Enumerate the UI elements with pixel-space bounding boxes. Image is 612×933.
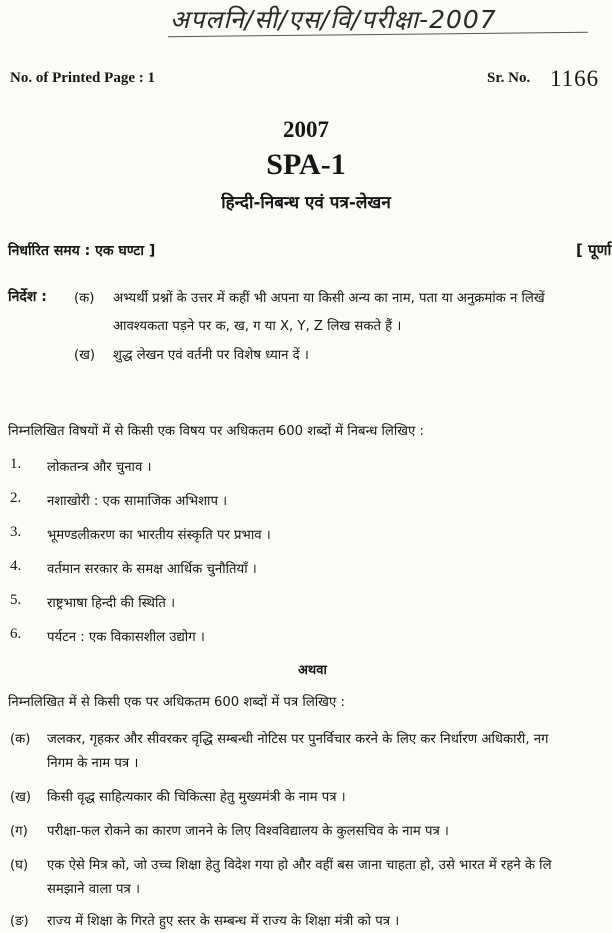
instruction-text: आवश्यकता पड़ने पर क, ख, ग या X, Y, Z लिख सकते हैं । [113,319,402,334]
essay-prompt: निम्नलिखित विषयों में से किसी एक विषय पर अधिकतम 600 शब्दों में निबन्ध लिखिए : [8,424,424,439]
letter-topic: निगम के नाम पत्र । [47,756,139,771]
essay-topic: वर्तमान सरकार के समक्ष आर्थिक चुनौतियाँ । [47,562,257,577]
letter-marker: (ग) [10,824,28,839]
instruction-marker: (क) [74,291,95,306]
topic-number: 6. [10,626,22,642]
letter-topic: एक ऐसे मित्र को, जो उच्च शिक्षा हेतु विदेश गया हो और वहीं बस जाना चाहता हो, उसे भारत में रहने के लि [47,858,552,873]
letter-topic: किसी वृद्ध साहित्यकार की चिकित्सा हेतु मुख्यमंत्री के नाम पत्र । [47,790,346,805]
instruction-text: शुद्ध लेखन एवं वर्तनी पर विशेष ध्यान दें । [113,348,309,363]
topic-number: 5. [10,592,22,608]
topic-number: 2. [10,490,22,506]
time-allowed: निर्धारित समय : एक घण्टा ] [8,243,156,259]
letter-marker: (क) [10,732,31,747]
instruction-text: अभ्यर्थी प्रश्नों के उत्तर में कहीं भी अपना या किसी अन्य का नाम, पता या अनुक्रमांक न लिखें [113,291,545,306]
or-separator: अथवा [298,663,327,678]
essay-topic: नशाखोरी : एक सामाजिक अभिशाप । [47,494,228,509]
topic-number: 1. [10,456,22,472]
letter-prompt: निम्नलिखित में से किसी एक पर अधिकतम 600 शब्दों में पत्र लिखिए : [8,695,345,710]
essay-topic: पर्यटन : एक विकासशील उद्योग । [47,630,205,645]
printed-pages-label: No. of Printed Page : 1 [10,70,155,86]
full-marks: [ पूर्णा [576,241,612,259]
topic-number: 3. [10,524,22,540]
sr-no-value: 1166 [550,66,600,91]
essay-topic: लोकतन्त्र और चुनाव । [47,460,152,475]
essay-topic: भूमण्डलीकरण का भारतीय संस्कृति पर प्रभाव । [47,528,271,543]
subject-title: हिन्दी-निबन्ध एवं पत्र-लेखन [221,193,391,213]
instruction-marker: (ख) [74,348,96,363]
sr-no-label: Sr. No. [487,70,531,86]
letter-marker: (ङ) [10,914,29,929]
exam-year: 2007 [283,117,329,142]
essay-topic: राष्ट्रभाषा हिन्दी की स्थिति । [47,596,176,611]
handwritten-header: अपलनि/सी/एस/वि/परीक्षा-2007 [170,5,497,34]
letter-marker: (घ) [10,858,29,873]
instructions-label: निर्देश : [8,289,47,305]
letter-topic: जलकर, गृहकर और सीवरकर वृद्धि सम्बन्धी नोटिस पर पुनर्विचार करने के लिए कर निर्धारण अधिकारी, नग [47,732,549,747]
letter-topic: राज्य में शिक्षा के गिरते हुए स्तर के सम्बन्ध में राज्य के शिक्षा मंत्री को पत्र । [47,914,400,929]
topic-number: 4. [10,558,22,574]
letter-topic: समझाने वाला पत्र । [47,882,140,897]
letter-topic: परीक्षा-फल रोकने का कारण जानने के लिए विश्वविद्यालय के कुलसचिव के नाम पत्र । [47,824,449,839]
letter-marker: (ख) [10,790,32,805]
paper-code: SPA-1 [266,148,346,181]
